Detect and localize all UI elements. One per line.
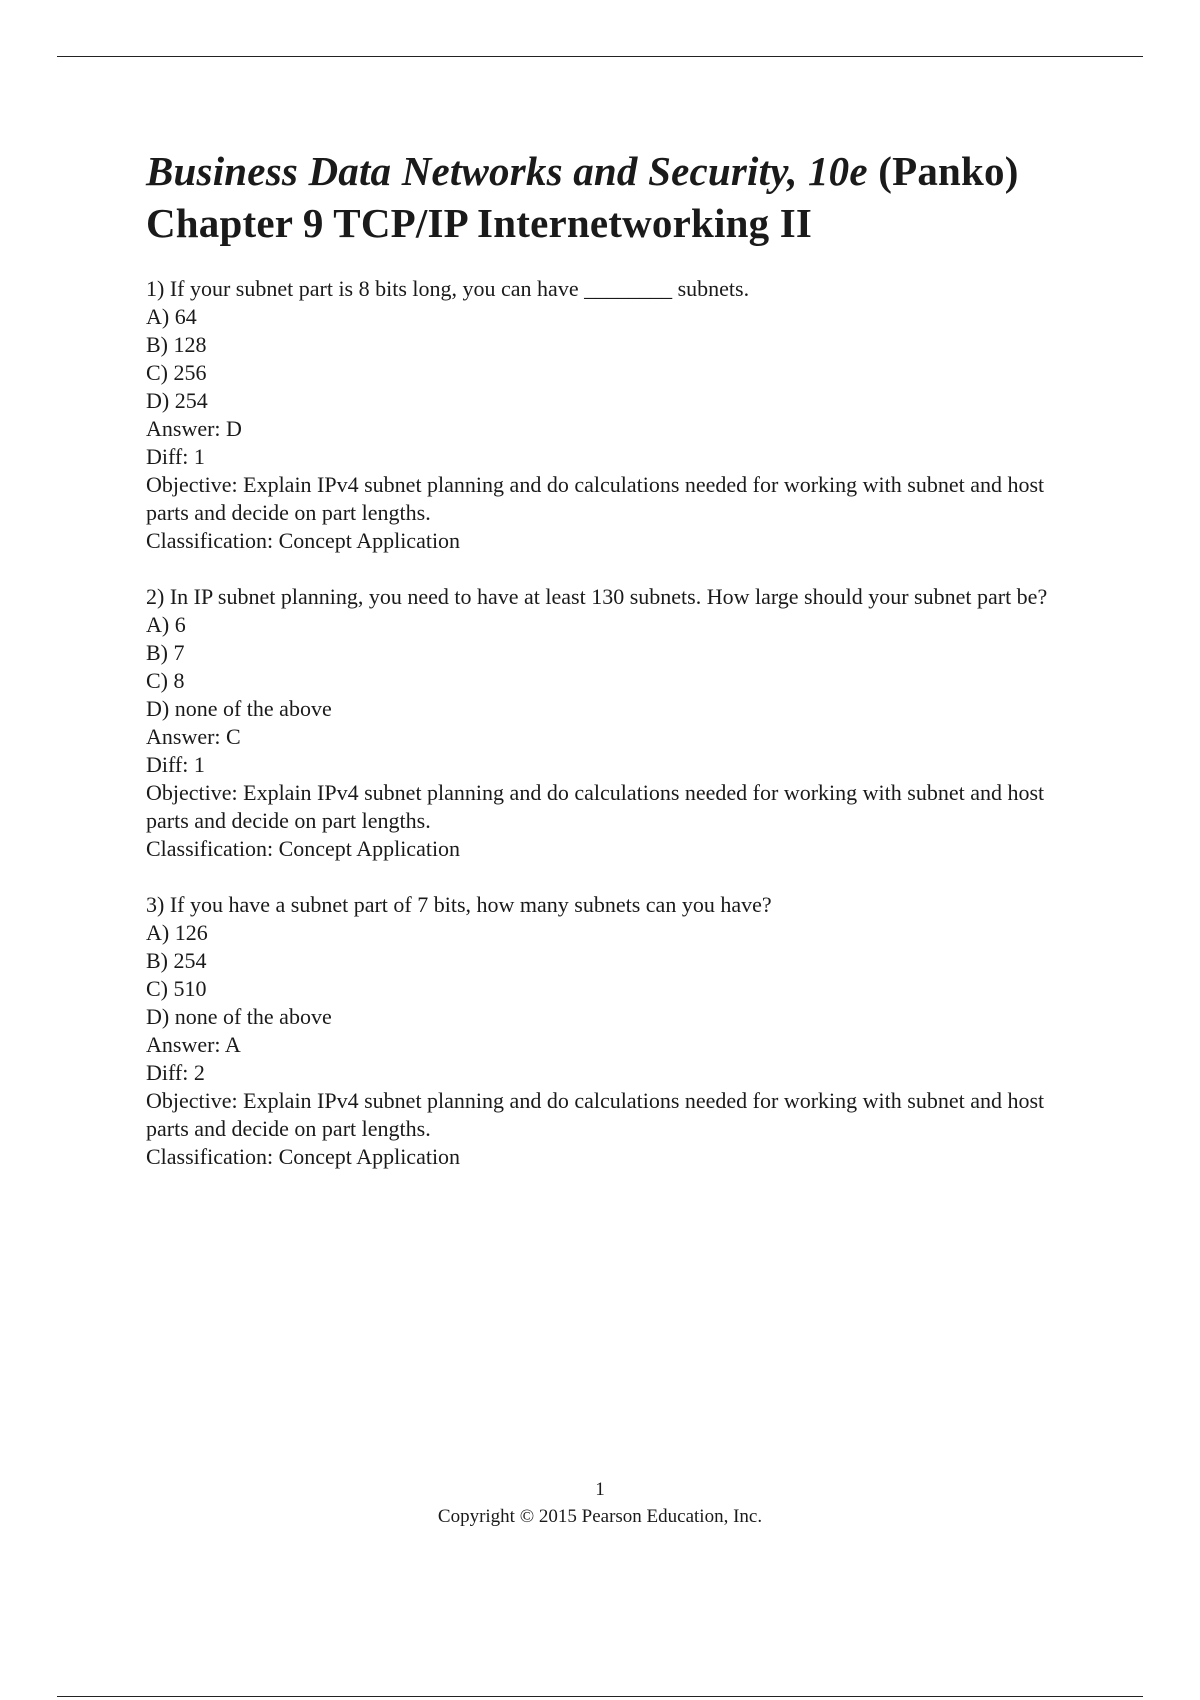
- option-a: A) 126: [146, 920, 208, 945]
- difficulty: Diff: 2: [146, 1060, 205, 1085]
- option-b: B) 7: [146, 640, 185, 665]
- question-stem: 2) In IP subnet planning, you need to have at least 130 subnets. How large should your subnet part be?: [146, 584, 1048, 609]
- answer: Answer: D: [146, 416, 242, 441]
- answer: Answer: C: [146, 724, 241, 749]
- option-d: D) none of the above: [146, 1004, 332, 1029]
- bottom-rule: [57, 1696, 1143, 1697]
- question-2: [146, 583, 1086, 863]
- option-a: A) 64: [146, 304, 197, 329]
- option-d: D) 254: [146, 388, 208, 413]
- copyright-notice: Copyright © 2015 Pearson Education, Inc.: [437, 1506, 763, 1527]
- classification: Classification: Concept Application: [146, 836, 461, 861]
- difficulty: Diff: 1: [146, 752, 205, 777]
- option-d: D) none of the above: [146, 696, 332, 721]
- objective: Objective: Explain IPv4 subnet planning and do calculations needed for working with subnet and host parts and decide on part lengths.: [146, 472, 1045, 525]
- top-rule: [57, 56, 1143, 57]
- question-3: [146, 891, 1086, 1171]
- objective: Objective: Explain IPv4 subnet planning and do calculations needed for working with subnet and host parts and decide on part lengths.: [146, 1088, 1045, 1141]
- classification: Classification: Concept Application: [146, 528, 461, 553]
- option-b: B) 128: [146, 332, 207, 357]
- option-b: B) 254: [146, 948, 207, 973]
- page-number: 1: [595, 1479, 605, 1500]
- option-a: A) 6: [146, 612, 186, 637]
- document-title: [146, 145, 1086, 249]
- question-1: [146, 275, 1086, 555]
- question-stem: 1) If your subnet part is 8 bits long, you can have ________ subnets.: [146, 276, 750, 301]
- page-content: [146, 145, 1086, 1199]
- question-stem: 3) If you have a subnet part of 7 bits, how many subnets can you have?: [146, 892, 772, 917]
- objective: Objective: Explain IPv4 subnet planning and do calculations needed for working with subnet and host parts and decide on part lengths.: [146, 780, 1045, 833]
- answer: Answer: A: [146, 1032, 241, 1057]
- book-title: Business Data Networks and Security, 10e: [146, 148, 868, 194]
- difficulty: Diff: 1: [146, 444, 205, 469]
- classification: Classification: Concept Application: [146, 1144, 461, 1169]
- option-c: C) 256: [146, 360, 207, 385]
- chapter-title: Chapter 9 TCP/IP Internetworking II: [146, 200, 813, 246]
- book-author: (Panko): [878, 148, 1019, 194]
- page-footer: [0, 1476, 1200, 1530]
- option-c: C) 8: [146, 668, 185, 693]
- option-c: C) 510: [146, 976, 207, 1001]
- question-list: [146, 275, 1086, 1171]
